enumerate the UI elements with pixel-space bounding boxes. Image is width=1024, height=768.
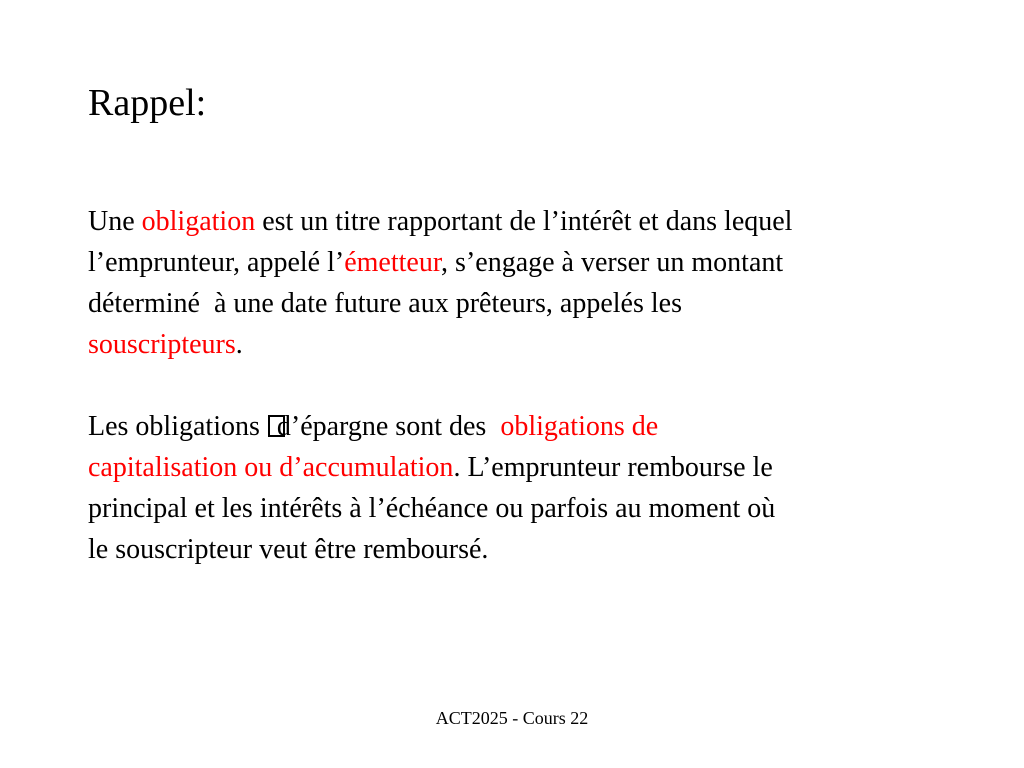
text-run: Les obligations bbox=[88, 411, 267, 442]
highlighted-term-capitalisation: capitalisation ou d’accumulation bbox=[88, 452, 454, 483]
text-run: principal et les intérêts à l’échéance ou parfois au moment où bbox=[88, 493, 776, 524]
highlighted-term-souscripteurs: souscripteurs bbox=[88, 329, 236, 360]
paragraph-line bbox=[88, 529, 968, 570]
savings-bonds-paragraph bbox=[88, 406, 968, 570]
text-run: d’épargne sont des bbox=[276, 411, 501, 442]
text-run: . bbox=[235, 329, 243, 360]
text-run: déterminé à une date future aux prêteurs, appelés les bbox=[88, 288, 682, 319]
highlighted-term-obligation: obligation bbox=[141, 206, 256, 237]
paragraph-line bbox=[88, 283, 968, 324]
highlighted-term-obligations-de: obligations de bbox=[500, 411, 659, 442]
paragraph-line bbox=[88, 406, 968, 447]
text-run: le souscripteur veut être remboursé. bbox=[88, 534, 489, 565]
text-run: est un titre rapportant de l’intérêt et dans lequel bbox=[255, 206, 793, 237]
paragraph-line bbox=[88, 201, 968, 242]
slide-title: Rappel: bbox=[88, 82, 207, 124]
slide-footer: ACT2025 - Cours 22 bbox=[435, 708, 589, 728]
text-run: l’emprunteur, appelé l’ bbox=[88, 247, 345, 278]
paragraph-line bbox=[88, 488, 968, 529]
paragraph-line bbox=[88, 324, 968, 365]
paragraph-line bbox=[88, 447, 968, 488]
text-run: . L’emprunteur rembourse le bbox=[453, 452, 773, 483]
highlighted-term-emetteur: émetteur bbox=[344, 247, 442, 278]
definition-paragraph bbox=[88, 201, 968, 365]
text-run: Une bbox=[88, 206, 142, 237]
paragraph-line bbox=[88, 242, 968, 283]
text-run: , s’engage à verser un montant bbox=[441, 247, 784, 278]
